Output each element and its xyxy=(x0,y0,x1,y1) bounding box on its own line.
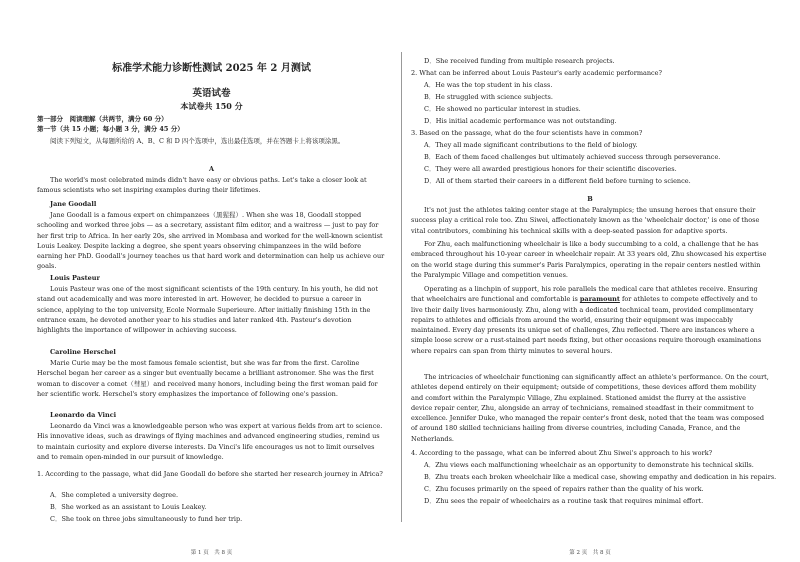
exam-subtitle: 英语试卷 xyxy=(192,88,231,99)
jane-heading: Jane Goodall xyxy=(50,200,97,208)
passage-a-intro: The world's most celebrated minds didn't have easy or obvious paths. Let's take a closer look at famous scientists who set inspiring examples during their lifetimes. xyxy=(37,176,367,195)
question-3: 3. Based on the passage, what do the four scientists have in common? xyxy=(411,129,643,137)
pasteur-text: Louis Pasteur was one of the most significant scientists of the 19th century. In his youth, he did not stand out academically and was more interested in art. However, he decided to pursue a career in science, applying to the top university, Ecole Normale Superieure. After initially finishing 15th in the entrance exam, he devoted another year to his studies and later ranked 4th. Pasteur's devotion highlights the importance of willpower in achieving success. xyxy=(37,285,378,335)
q4-option-c: C．Zhu focuses primarily on the speed of repairs rather than the quality of his work. xyxy=(424,485,704,493)
q2-option-d: D．His initial academic performance was not outstanding. xyxy=(424,117,617,125)
question-4: 4. According to the passage, what can be inferred about Zhu Siwei's approach to his work? xyxy=(411,449,713,457)
passage-b-paragraph-3 xyxy=(411,284,769,356)
paragraph-3-start: Operating as a linchpin of support, his role parallels the medical care that athletes receive. Ensuring that wheelchairs are functional and comfortable is xyxy=(411,285,758,304)
herschel-heading: Caroline Herschel xyxy=(50,348,116,356)
q1-option-c: C．She took on three jobs simultaneously to fund her trip. xyxy=(50,515,243,523)
passage-b-paragraph-2: For Zhu, each malfunctioning wheelchair is like a body succumbing to a cold, a challenge that he has embraced throughout his 10-year career in wheelchair repair. At 33 years old, Zhu showcased his expertise on the world stage during this summer's Paris Paralympics, operating in the repair centers nestled within the Paralympic Village and competition venues. xyxy=(411,240,767,279)
q4-option-d: D．Zhu sees the repair of wheelchairs as a routine task that requires minimal effort. xyxy=(424,497,704,505)
page-1-footer: 第 1 页 共 8 页 xyxy=(190,550,233,556)
q4-option-a: A．Zhu views each malfunctioning wheelchair as an opportunity to demonstrate his technical skills. xyxy=(424,461,754,469)
davinci-text: Leonardo da Vinci was a knowledgeable person who was expert at various fields from art to science. His innovative ideas, such as drawings of flying machines and advanced engineering studies, remind us to maintain curiosity and explore diverse interests. Da Vinci's life encourages us not to limit ourselves and to remain open-minded in our pursuit of knowledge. xyxy=(37,422,383,461)
underlined-keyword: paramount xyxy=(579,295,620,304)
question-2: 2. What can be inferred about Louis Pasteur's early academic performance? xyxy=(411,69,663,77)
pasteur-heading: Louis Pasteur xyxy=(50,274,100,282)
score-note: 本试卷共 150 分 xyxy=(180,101,243,111)
passage-a-label: A xyxy=(208,165,215,173)
question-1: 1. According to the passage, what did Jane Goodall do before she started her research journey in Africa? xyxy=(37,470,383,478)
q3-option-c: C．They were all awarded prestigious honors for their scientific discoveries. xyxy=(424,165,677,173)
q3-option-d: D．All of them started their careers in a different field before turning to science. xyxy=(424,177,691,185)
q3-option-b: B．Each of them faced challenges but ultimately achieved success through perseverance. xyxy=(424,153,721,161)
passage-b-paragraph-4: The intricacies of wheelchair functioning can significantly affect an athlete's performance. On the court, athletes depend entirely on their equipment; outside of competitions, these devices afford them mobility and comfort within the Paralympic Village, Zhu explained. Stationed amidst the flurry at the assistive device repair center, Zhu, alongside an array of technicians, remained steadfast in their commitment to excellence. Jennifer Duke, who managed the repair center's front desk, noted that the team was composed of around 180 skilled technicians hailing from diverse countries, including Canada, France, and the Netherlands. xyxy=(411,373,769,443)
q3-option-a: A．They all made significant contributions to the field of biology. xyxy=(424,141,638,149)
part-heading: 第一部分 阅读理解（共两节，满分 60 分） xyxy=(37,115,168,123)
q1-option-a: A．She completed a university degree. xyxy=(50,491,179,499)
exam-title: 标准学术能力诊断性测试 2025 年 2 月测试 xyxy=(112,63,311,74)
paragraph-3-end: for athletes to compete effectively and to live their daily lives harmoniously. Zhu, along with a dedicated technical team, provided complimentary repairs to athletes and officials from around the world, ensuring their equipment was impeccably maintained. Every day presents its unique set of challenges, Zhu reflected. There are instances where a simple loose screw or a rust-stained part needs fixing, but other occasions require thorough examinations where repairs can span from thirty minutes to several hours. xyxy=(411,295,762,355)
q1-option-d: D．She received funding from multiple research projects. xyxy=(424,57,615,65)
column-divider xyxy=(401,52,402,522)
q2-option-c: C．He showed no particular interest in studies. xyxy=(424,105,581,113)
passage-b-label: B xyxy=(587,195,593,203)
passage-b-paragraph-1: It's not just the athletes taking center stage at the Paralympics; the unsung heroes that ensure their success play a critical role too. Zhu Siwei, affectionately known as the 'wheelchair doctor,' is one of those vital contributors, combining his technical skills with a deep-seated passion for adaptive sports. xyxy=(411,206,760,235)
q1-option-b: B．She worked as an assistant to Louis Leakey. xyxy=(50,503,207,511)
jane-text: Jane Goodall is a famous expert on chimpanzees（黑猩猩）. When she was 18, Goodall stopped schooling and worked three jobs — as a secretary, assistant film editor, and a waitress — just to pay for her first trip to Africa. In her early 20s, she arrived in Mombasa and worked for the well-known scientist Louis Leakey. Despite lacking a degree, she spent years observing chimpanzees in the wild before earning her PhD. Goodall's journey teaches us that hard work and determination can help us achieve our goals. xyxy=(37,211,385,271)
q4-option-b: B．Zhu treats each broken wheelchair like a medical case, showing empathy and dedication in his repairs. xyxy=(424,473,777,481)
page-2-footer: 第 2 页 共 8 页 xyxy=(569,550,611,556)
instructions: 阅读下列短文，从每题所给的 A、B、C 和 D 四个选项中，选出最佳选项，并在答题卡上将该项涂黑。 xyxy=(50,137,345,145)
q2-option-a: A．He was the top student in his class. xyxy=(424,81,553,89)
q2-option-b: B．He struggled with science subjects. xyxy=(424,93,553,101)
herschel-text: Marie Curie may be the most famous female scientist, but she was far from the first. Caroline Herschel began her career as a singer but eventually became a brilliant astronomer. She was the first woman to discover a comet（彗星）and received many honors, including being the first woman paid for her scientific work. Herschel's story emphasizes the importance of following one's passion. xyxy=(37,359,378,398)
davinci-heading: Leonardo da Vinci xyxy=(50,411,117,419)
section-heading: 第一节（共 15 小题；每小题 3 分，满分 45 分） xyxy=(37,125,184,133)
